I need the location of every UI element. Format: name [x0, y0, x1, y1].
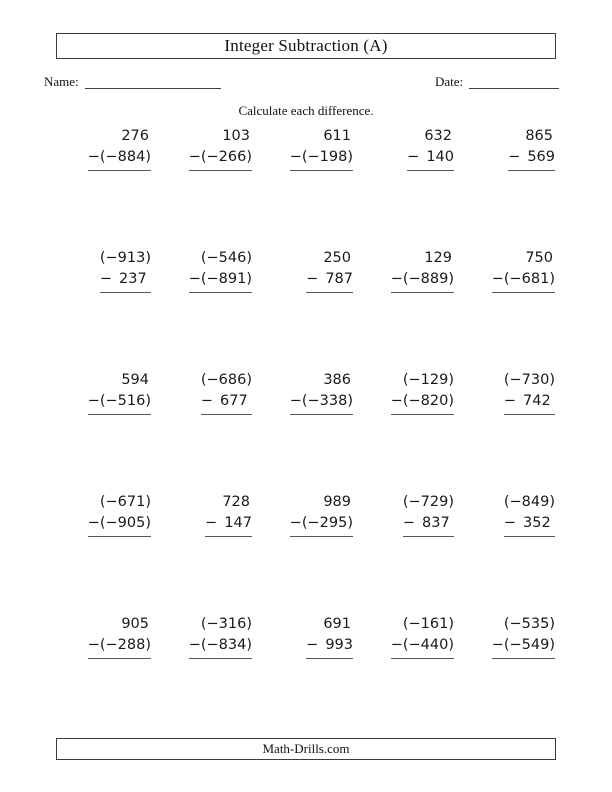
answer-space[interactable] [391, 415, 454, 475]
problem-stack [407, 126, 454, 231]
minus-operator-icon: − [508, 149, 521, 165]
subtrahend-line [201, 391, 252, 412]
subtrahend-rule [504, 513, 555, 537]
subtrahend-line [88, 391, 151, 412]
answer-space[interactable] [189, 171, 252, 231]
problem-stack [189, 614, 252, 719]
subtrahend-rule [189, 147, 252, 171]
subtrahend-value: 237 [119, 271, 147, 287]
minuend: 905 [121, 616, 149, 632]
subtrahend-value: (−889) [402, 271, 454, 287]
answer-space[interactable] [205, 537, 252, 597]
subtrahend-rule [492, 269, 555, 293]
minus-operator-icon: − [99, 271, 113, 287]
minuend: (−671) [99, 494, 151, 510]
problem-stack [403, 492, 454, 597]
problem [157, 492, 258, 544]
minuend: (−161) [402, 616, 454, 632]
problem-stack [290, 492, 353, 597]
problem-stack [306, 614, 353, 719]
answer-space[interactable] [306, 659, 353, 719]
minuend: 250 [323, 250, 351, 266]
subtrahend-line [391, 635, 454, 656]
subtrahend-rule [391, 635, 454, 659]
answer-space[interactable] [88, 415, 151, 475]
minuend: 594 [121, 372, 149, 388]
problem [359, 126, 460, 178]
problem-stack [391, 614, 454, 719]
minus-operator-icon: − [390, 271, 403, 287]
subtrahend-rule [290, 147, 353, 171]
answer-space[interactable] [189, 659, 252, 719]
subtrahend-value: (−884) [99, 149, 151, 165]
problem [359, 614, 460, 666]
name-label: Name: [44, 74, 79, 89]
date-label: Date: [435, 74, 464, 89]
problem [157, 126, 258, 178]
answer-space[interactable] [492, 659, 555, 719]
subtrahend-line [88, 513, 151, 534]
subtrahend-value: 147 [224, 515, 252, 531]
minus-operator-icon: − [503, 393, 517, 409]
minus-operator-icon: − [87, 393, 100, 409]
minus-operator-icon: − [407, 149, 420, 165]
minuend: (−849) [503, 494, 555, 510]
problem [460, 126, 561, 178]
problem-stack [88, 614, 151, 719]
answer-space[interactable] [189, 293, 252, 353]
subtrahend-rule [508, 147, 555, 171]
subtrahend-value: (−288) [99, 637, 151, 653]
subtrahend-line [290, 147, 353, 168]
subtrahend-line [504, 391, 555, 412]
answer-space[interactable] [492, 293, 555, 353]
subtrahend-line [391, 269, 454, 290]
subtrahend-line [306, 635, 353, 656]
subtrahend-line [290, 513, 353, 534]
problem [157, 248, 258, 300]
subtrahend-value: 352 [523, 515, 551, 531]
subtrahend-line [88, 147, 151, 168]
minuend: (−316) [200, 616, 252, 632]
answer-space[interactable] [201, 415, 252, 475]
minus-operator-icon: − [188, 637, 201, 653]
subtrahend-line [407, 147, 454, 168]
problem-stack [205, 492, 252, 597]
subtrahend-line [189, 147, 252, 168]
problem [258, 370, 359, 422]
subtrahend-rule [189, 635, 252, 659]
minus-operator-icon: − [205, 515, 218, 531]
problem [359, 370, 460, 422]
footer-box [56, 738, 556, 760]
minus-operator-icon: − [87, 515, 100, 531]
minuend: 865 [525, 128, 553, 144]
problem [359, 492, 460, 544]
answer-space[interactable] [391, 659, 454, 719]
subtrahend-rule [100, 269, 151, 293]
problem-row [56, 248, 556, 370]
minuend: 989 [323, 494, 351, 510]
minus-operator-icon: − [87, 149, 100, 165]
answer-space[interactable] [88, 659, 151, 719]
subtrahend-value: (−681) [503, 271, 555, 287]
minus-operator-icon: − [87, 637, 100, 653]
problem-stack [290, 126, 353, 231]
subtrahend-rule [492, 635, 555, 659]
subtrahend-rule [88, 147, 151, 171]
problem [56, 248, 157, 300]
answer-space[interactable] [290, 415, 353, 475]
problem-stack [391, 248, 454, 353]
answer-space[interactable] [290, 171, 353, 231]
minuend: 103 [222, 128, 250, 144]
name-date-row [44, 74, 556, 94]
answer-space[interactable] [100, 293, 151, 353]
subtrahend-line [492, 635, 555, 656]
minuend: 750 [525, 250, 553, 266]
problem-stack [189, 126, 252, 231]
subtrahend-rule [189, 269, 252, 293]
subtrahend-value: (−338) [301, 393, 353, 409]
minus-operator-icon: − [289, 515, 302, 531]
problem [258, 614, 359, 666]
problem-grid [56, 126, 556, 736]
minus-operator-icon: − [503, 515, 517, 531]
problem [460, 492, 561, 544]
title-box [56, 33, 556, 59]
minuend: 276 [121, 128, 149, 144]
subtrahend-line [290, 391, 353, 412]
answer-space[interactable] [403, 537, 454, 597]
problem-stack [88, 126, 151, 231]
problem [56, 614, 157, 666]
subtrahend-line [306, 269, 353, 290]
answer-space[interactable] [306, 293, 353, 353]
problem-stack [504, 370, 555, 475]
subtrahend-value: 569 [527, 149, 555, 165]
problem [157, 370, 258, 422]
problem [157, 614, 258, 666]
subtrahend-rule [504, 391, 555, 415]
minus-operator-icon: − [491, 637, 504, 653]
problem-stack [508, 126, 555, 231]
answer-space[interactable] [508, 171, 555, 231]
problem-stack [504, 492, 555, 597]
minus-operator-icon: − [188, 271, 201, 287]
answer-space[interactable] [88, 171, 151, 231]
subtrahend-rule [205, 513, 252, 537]
problem [258, 126, 359, 178]
answer-space[interactable] [504, 537, 555, 597]
problem-stack [391, 370, 454, 475]
problem-row [56, 614, 556, 736]
subtrahend-rule [306, 635, 353, 659]
problem-stack [492, 614, 555, 719]
minuend: (−729) [402, 494, 454, 510]
date-input[interactable] [469, 74, 559, 89]
minus-operator-icon: − [402, 515, 416, 531]
subtrahend-value: (−516) [99, 393, 151, 409]
name-field-group [44, 74, 221, 89]
problem [359, 248, 460, 300]
problem-stack [306, 248, 353, 353]
page-title: Integer Subtraction (A) [224, 36, 388, 55]
minuend: 386 [323, 372, 351, 388]
minuend: (−730) [503, 372, 555, 388]
subtrahend-value: (−295) [301, 515, 353, 531]
subtrahend-line [391, 391, 454, 412]
problem-stack [100, 248, 151, 353]
problem-stack [88, 370, 151, 475]
subtrahend-value: (−891) [200, 271, 252, 287]
minuend: 611 [323, 128, 351, 144]
problem-row [56, 126, 556, 248]
subtrahend-value: (−549) [503, 637, 555, 653]
subtrahend-rule [88, 391, 151, 415]
subtrahend-value: (−440) [402, 637, 454, 653]
problem-stack [201, 370, 252, 475]
minus-operator-icon: − [188, 149, 201, 165]
subtrahend-line [403, 513, 454, 534]
subtrahend-line [88, 635, 151, 656]
problem-stack [290, 370, 353, 475]
problem [460, 248, 561, 300]
answer-space[interactable] [504, 415, 555, 475]
problem [258, 248, 359, 300]
minuend: (−686) [200, 372, 252, 388]
minus-operator-icon: − [306, 637, 319, 653]
date-field-group [435, 74, 559, 89]
subtrahend-line [189, 269, 252, 290]
subtrahend-rule [391, 269, 454, 293]
subtrahend-rule [88, 513, 151, 537]
problem [56, 492, 157, 544]
subtrahend-value: (−266) [200, 149, 252, 165]
subtrahend-line [100, 269, 151, 290]
subtrahend-rule [407, 147, 454, 171]
subtrahend-rule [403, 513, 454, 537]
minus-operator-icon: − [491, 271, 504, 287]
subtrahend-value: 837 [422, 515, 450, 531]
minuend: (−913) [99, 250, 151, 266]
subtrahend-value: 677 [220, 393, 248, 409]
subtrahend-line [504, 513, 555, 534]
minuend: 632 [424, 128, 452, 144]
problem [258, 492, 359, 544]
subtrahend-value: 742 [523, 393, 551, 409]
subtrahend-value: (−834) [200, 637, 252, 653]
subtrahend-line [205, 513, 252, 534]
minuend: 691 [323, 616, 351, 632]
subtrahend-line [508, 147, 555, 168]
problem-stack [189, 248, 252, 353]
answer-space[interactable] [88, 537, 151, 597]
minus-operator-icon: − [289, 393, 302, 409]
minus-operator-icon: − [390, 637, 403, 653]
answer-space[interactable] [391, 293, 454, 353]
problem [460, 614, 561, 666]
answer-space[interactable] [290, 537, 353, 597]
subtrahend-value: (−820) [402, 393, 454, 409]
subtrahend-value: 993 [325, 637, 353, 653]
minuend: 129 [424, 250, 452, 266]
problem [460, 370, 561, 422]
minuend: 728 [222, 494, 250, 510]
problem-row [56, 370, 556, 492]
subtrahend-value: 787 [325, 271, 353, 287]
minuend: (−129) [402, 372, 454, 388]
footer-attribution: Math-Drills.com [262, 741, 350, 756]
minus-operator-icon: − [390, 393, 403, 409]
name-input[interactable] [85, 74, 221, 89]
problem-stack [492, 248, 555, 353]
problem-row [56, 492, 556, 614]
subtrahend-rule [88, 635, 151, 659]
minus-operator-icon: − [200, 393, 214, 409]
subtrahend-value: (−198) [301, 149, 353, 165]
problem [56, 126, 157, 178]
subtrahend-rule [391, 391, 454, 415]
subtrahend-rule [290, 391, 353, 415]
answer-space[interactable] [407, 171, 454, 231]
minus-operator-icon: − [289, 149, 302, 165]
subtrahend-rule [290, 513, 353, 537]
subtrahend-value: (−905) [99, 515, 151, 531]
problem [56, 370, 157, 422]
subtrahend-value: 140 [426, 149, 454, 165]
instruction-text: Calculate each difference. [238, 103, 374, 118]
minuend: (−546) [200, 250, 252, 266]
subtrahend-line [492, 269, 555, 290]
minus-operator-icon: − [306, 271, 319, 287]
minuend: (−535) [503, 616, 555, 632]
problem-stack [88, 492, 151, 597]
subtrahend-line [189, 635, 252, 656]
subtrahend-rule [306, 269, 353, 293]
subtrahend-rule [201, 391, 252, 415]
